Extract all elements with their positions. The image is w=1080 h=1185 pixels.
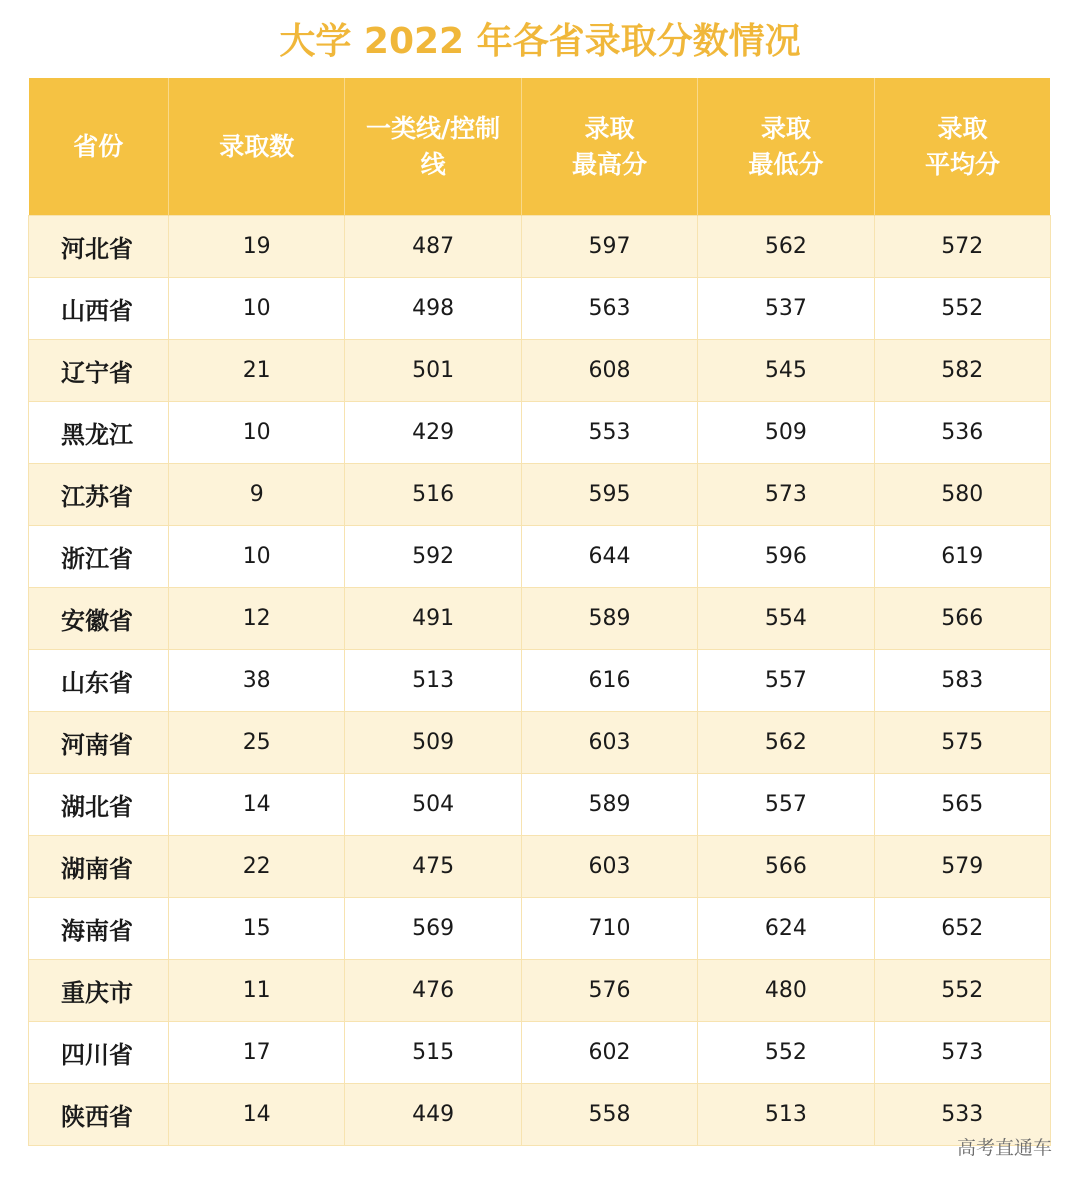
- province-cell: 安徽省: [29, 588, 169, 650]
- min-score-cell: 566: [698, 836, 874, 898]
- province-cell: 河北省: [29, 216, 169, 278]
- max-score-cell: 595: [521, 464, 697, 526]
- min-score-cell: 480: [698, 960, 874, 1022]
- control-line-cell: 498: [345, 278, 521, 340]
- control-line-cell: 449: [345, 1084, 521, 1146]
- table-row: [29, 402, 1051, 464]
- avg-score-cell: 536: [874, 402, 1050, 464]
- header-avg-score: 录取 平均分: [874, 78, 1050, 216]
- control-line-cell: 429: [345, 402, 521, 464]
- avg-score-cell: 566: [874, 588, 1050, 650]
- table-row: [29, 960, 1051, 1022]
- table-row: [29, 588, 1051, 650]
- min-score-cell: 513: [698, 1084, 874, 1146]
- province-cell: 湖北省: [29, 774, 169, 836]
- header-province: 省份: [29, 78, 169, 216]
- watermark: 高考直通车: [956, 1137, 1052, 1159]
- avg-score-cell: 582: [874, 340, 1050, 402]
- admitted-count-cell: 10: [169, 278, 345, 340]
- table-row: [29, 650, 1051, 712]
- control-line-cell: 515: [345, 1022, 521, 1084]
- province-cell: 浙江省: [29, 526, 169, 588]
- page-title: 大学 2022 年各省录取分数情况: [279, 21, 801, 62]
- control-line-cell: 487: [345, 216, 521, 278]
- province-cell: 辽宁省: [29, 340, 169, 402]
- max-score-cell: 602: [521, 1022, 697, 1084]
- table-row: [29, 1084, 1051, 1146]
- table-row: [29, 278, 1051, 340]
- table-row: [29, 526, 1051, 588]
- min-score-cell: 562: [698, 712, 874, 774]
- table-row: [29, 1022, 1051, 1084]
- min-score-cell: 537: [698, 278, 874, 340]
- avg-score-cell: 573: [874, 1022, 1050, 1084]
- control-line-cell: 513: [345, 650, 521, 712]
- avg-score-cell: 579: [874, 836, 1050, 898]
- avg-score-cell: 575: [874, 712, 1050, 774]
- admitted-count-cell: 11: [169, 960, 345, 1022]
- table-row: [29, 836, 1051, 898]
- admitted-count-cell: 21: [169, 340, 345, 402]
- control-line-cell: 504: [345, 774, 521, 836]
- max-score-cell: 563: [521, 278, 697, 340]
- max-score-cell: 558: [521, 1084, 697, 1146]
- min-score-cell: 624: [698, 898, 874, 960]
- province-cell: 四川省: [29, 1022, 169, 1084]
- table-row: [29, 216, 1051, 278]
- min-score-cell: 562: [698, 216, 874, 278]
- control-line-cell: 491: [345, 588, 521, 650]
- header-row: [29, 78, 1051, 216]
- header-control-line: 一类线/控制 线: [345, 78, 521, 216]
- table-body: [29, 216, 1051, 1146]
- control-line-cell: 516: [345, 464, 521, 526]
- admitted-count-cell: 10: [169, 526, 345, 588]
- control-line-cell: 501: [345, 340, 521, 402]
- province-cell: 陕西省: [29, 1084, 169, 1146]
- province-cell: 湖南省: [29, 836, 169, 898]
- min-score-cell: 554: [698, 588, 874, 650]
- admitted-count-cell: 15: [169, 898, 345, 960]
- max-score-cell: 710: [521, 898, 697, 960]
- min-score-cell: 557: [698, 774, 874, 836]
- max-score-cell: 589: [521, 588, 697, 650]
- header-max-score: 录取 最高分: [521, 78, 697, 216]
- province-cell: 黑龙江: [29, 402, 169, 464]
- control-line-cell: 475: [345, 836, 521, 898]
- avg-score-cell: 565: [874, 774, 1050, 836]
- header-min-score: 录取 最低分: [698, 78, 874, 216]
- admitted-count-cell: 25: [169, 712, 345, 774]
- control-line-cell: 476: [345, 960, 521, 1022]
- admitted-count-cell: 38: [169, 650, 345, 712]
- min-score-cell: 557: [698, 650, 874, 712]
- max-score-cell: 576: [521, 960, 697, 1022]
- province-cell: 山西省: [29, 278, 169, 340]
- avg-score-cell: 552: [874, 278, 1050, 340]
- admitted-count-cell: 14: [169, 1084, 345, 1146]
- avg-score-cell: 552: [874, 960, 1050, 1022]
- max-score-cell: 597: [521, 216, 697, 278]
- max-score-cell: 553: [521, 402, 697, 464]
- province-cell: 河南省: [29, 712, 169, 774]
- min-score-cell: 573: [698, 464, 874, 526]
- max-score-cell: 616: [521, 650, 697, 712]
- table-row: [29, 898, 1051, 960]
- table-row: [29, 712, 1051, 774]
- admitted-count-cell: 19: [169, 216, 345, 278]
- admitted-count-cell: 9: [169, 464, 345, 526]
- min-score-cell: 509: [698, 402, 874, 464]
- admitted-count-cell: 17: [169, 1022, 345, 1084]
- avg-score-cell: 583: [874, 650, 1050, 712]
- province-cell: 江苏省: [29, 464, 169, 526]
- avg-score-cell: 533: [874, 1084, 1050, 1146]
- max-score-cell: 603: [521, 712, 697, 774]
- control-line-cell: 592: [345, 526, 521, 588]
- province-cell: 山东省: [29, 650, 169, 712]
- admitted-count-cell: 14: [169, 774, 345, 836]
- table-row: [29, 340, 1051, 402]
- admitted-count-cell: 10: [169, 402, 345, 464]
- table-row: [29, 774, 1051, 836]
- admitted-count-cell: 22: [169, 836, 345, 898]
- header-admitted-count: 录取数: [169, 78, 345, 216]
- min-score-cell: 545: [698, 340, 874, 402]
- province-cell: 重庆市: [29, 960, 169, 1022]
- avg-score-cell: 572: [874, 216, 1050, 278]
- avg-score-cell: 580: [874, 464, 1050, 526]
- max-score-cell: 589: [521, 774, 697, 836]
- avg-score-cell: 619: [874, 526, 1050, 588]
- min-score-cell: 596: [698, 526, 874, 588]
- scores-table: [28, 78, 1051, 1146]
- max-score-cell: 644: [521, 526, 697, 588]
- admitted-count-cell: 12: [169, 588, 345, 650]
- avg-score-cell: 652: [874, 898, 1050, 960]
- province-cell: 海南省: [29, 898, 169, 960]
- min-score-cell: 552: [698, 1022, 874, 1084]
- control-line-cell: 569: [345, 898, 521, 960]
- table-row: [29, 464, 1051, 526]
- table-header: [29, 78, 1051, 216]
- max-score-cell: 608: [521, 340, 697, 402]
- max-score-cell: 603: [521, 836, 697, 898]
- control-line-cell: 509: [345, 712, 521, 774]
